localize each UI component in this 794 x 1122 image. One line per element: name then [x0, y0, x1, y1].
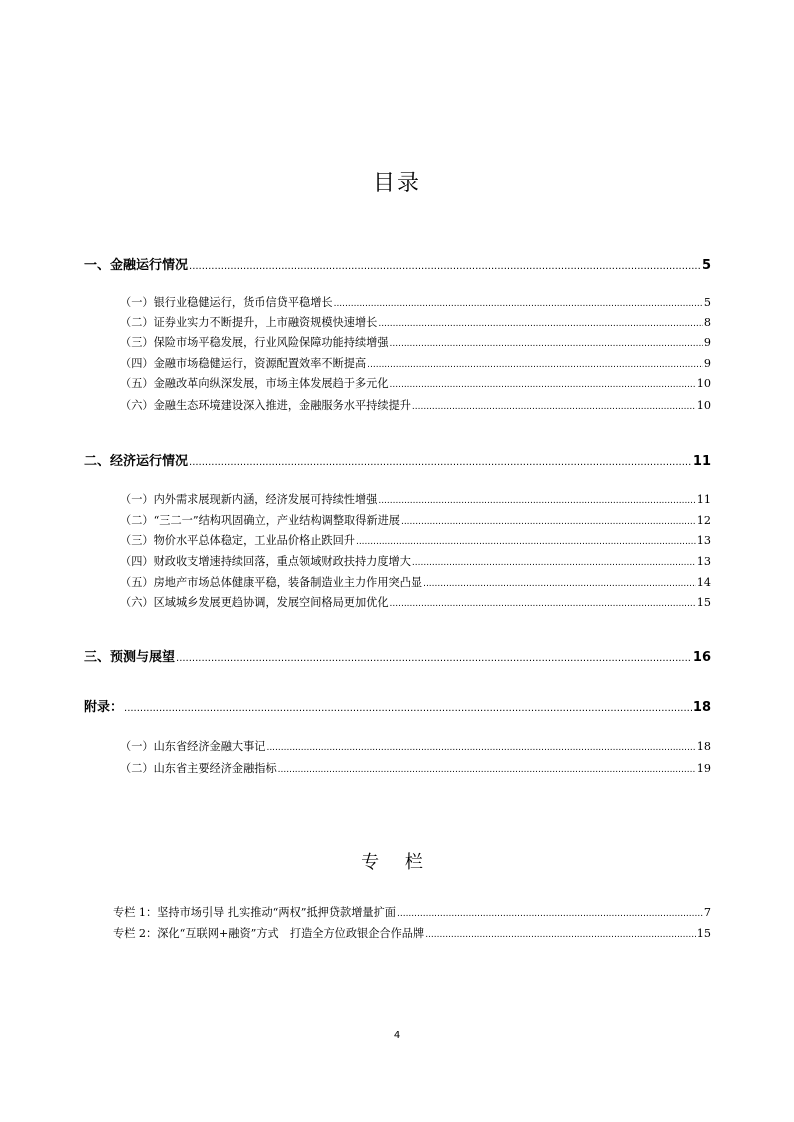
column-entry-title: 专栏 2：深化“互联网+融资”方式 打造全方位政银企合作品牌 [113, 927, 425, 940]
toc-item[interactable] [120, 491, 711, 507]
toc-section-title: 三、预测与展望 [84, 650, 176, 665]
toc-section-2[interactable] [84, 450, 711, 469]
dot-leader [367, 360, 703, 370]
toc-page-number: 14 [696, 576, 711, 589]
toc-item-title: （一）山东省经济金融大事记 [120, 740, 266, 753]
dot-leader [378, 319, 703, 329]
toc-item[interactable] [120, 355, 711, 371]
dot-leader [189, 457, 692, 468]
dot-leader [401, 517, 696, 527]
dot-leader [356, 537, 696, 547]
toc-item-title: （一）内外需求展现新内涵，经济发展可持续性增强 [120, 493, 378, 506]
page-number: 4 [393, 1030, 401, 1041]
dot-leader [334, 299, 703, 309]
toc-section-title: 附录： [84, 700, 124, 715]
toc-item-title: （四）财政收支增速持续回落，重点领域财政扶持力度增大 [120, 555, 411, 568]
toc-page-number: 7 [703, 906, 711, 919]
toc-page-number: 13 [696, 555, 711, 568]
toc-item-title: （三）保险市场平稳发展，行业风险保障功能持续增强 [120, 336, 389, 349]
toc-page-number: 9 [703, 336, 711, 349]
toc-item-title: （二）证券业实力不断提升，上市融资规模快速增长 [120, 316, 378, 329]
toc-page-number: 8 [703, 316, 711, 329]
toc-item-title: （二）“三二一”结构巩固确立，产业结构调整取得新进展 [120, 514, 400, 527]
toc-page-number: 9 [703, 357, 711, 370]
toc-item[interactable] [120, 574, 711, 590]
toc-item[interactable] [120, 334, 711, 350]
dot-leader [378, 496, 695, 506]
dot-leader [124, 703, 692, 714]
dot-leader [425, 930, 696, 940]
toc-page-number: 18 [692, 700, 711, 715]
toc-item[interactable] [120, 512, 711, 528]
toc-page-number: 12 [696, 514, 711, 527]
toc-item[interactable] [120, 553, 711, 569]
dot-leader [412, 402, 696, 412]
toc-item-title: （六）区域城乡发展更趋协调，发展空间格局更加优化 [120, 596, 389, 609]
toc-page-number: 18 [696, 740, 711, 753]
toc-page-number: 5 [703, 296, 711, 309]
toc-page-number: 11 [696, 493, 711, 506]
toc-page-number: 10 [696, 399, 711, 412]
toc-item[interactable] [120, 738, 711, 754]
dot-leader [189, 261, 701, 272]
toc-item-title: （六）金融生态环境建设深入推进，金融服务水平持续提升 [120, 399, 411, 412]
dot-leader [390, 339, 703, 349]
column-entry[interactable] [113, 925, 711, 941]
toc-page-number: 13 [696, 534, 711, 547]
toc-item-title: （二）山东省主要经济金融指标 [120, 762, 277, 775]
toc-item[interactable] [120, 594, 711, 610]
toc-page-number: 10 [696, 377, 711, 390]
toc-section-title: 二、经济运行情况 [84, 454, 189, 469]
toc-item[interactable] [120, 532, 711, 548]
dot-leader [278, 765, 696, 775]
toc-page-number: 16 [692, 650, 711, 665]
dot-leader [390, 599, 696, 609]
toc-section-1[interactable] [84, 254, 711, 273]
toc-section-3[interactable] [84, 646, 711, 665]
column-entry[interactable] [113, 904, 711, 920]
dot-leader [176, 653, 692, 664]
toc-item-title: （五）房地产市场总体健康平稳，装备制造业主力作用突凸显 [120, 576, 423, 589]
toc-item-title: （三）物价水平总体稳定，工业品价格止跌回升 [120, 534, 355, 547]
toc-item-title: （五）金融改革向纵深发展，市场主体发展趋于多元化 [120, 377, 389, 390]
toc-page-number: 19 [696, 762, 711, 775]
toc-section-title: 一、金融运行情况 [84, 258, 189, 273]
column-entry-title: 专栏 1：坚持市场引导 扎实推动“两权”抵押贷款增量扩面 [113, 906, 396, 919]
dot-leader [390, 380, 696, 390]
toc-page-number: 15 [696, 927, 711, 940]
columns-title: 专 栏 [361, 852, 433, 873]
toc-page-number: 5 [701, 258, 711, 273]
dot-leader [412, 558, 696, 568]
toc-page-number: 15 [696, 596, 711, 609]
toc-page-number: 11 [692, 454, 711, 469]
dot-leader [266, 743, 695, 753]
dot-leader [423, 579, 696, 589]
toc-section-appendix[interactable] [84, 696, 711, 715]
toc-item[interactable] [120, 314, 711, 330]
toc-item[interactable] [120, 294, 711, 310]
toc-item[interactable] [120, 375, 711, 391]
toc-item-title: （一）银行业稳健运行，货币信贷平稳增长 [120, 296, 333, 309]
toc-item-title: （四）金融市场稳健运行，资源配置效率不断提高 [120, 357, 367, 370]
toc-item[interactable] [120, 397, 711, 413]
toc-item[interactable] [120, 760, 711, 776]
page-title: 目录 [372, 171, 421, 196]
dot-leader [397, 909, 703, 919]
